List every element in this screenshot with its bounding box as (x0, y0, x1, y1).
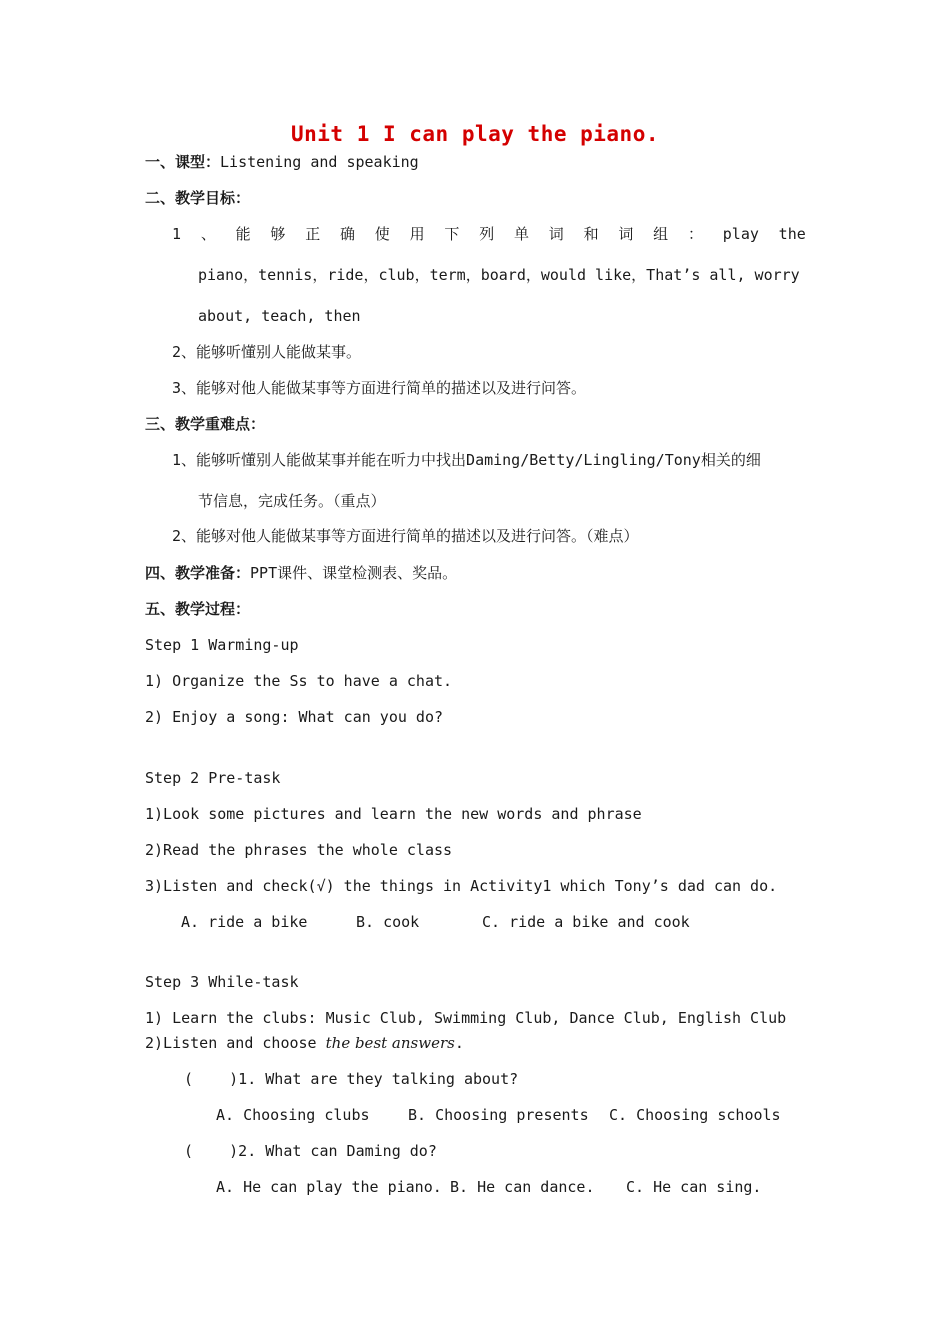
section-text: Listening and speaking (220, 153, 419, 171)
question-2-option-c: C. He can sing. (626, 1178, 762, 1196)
token: 组 (653, 225, 669, 243)
token: the (778, 225, 806, 243)
step3-item-2 (145, 1032, 464, 1054)
step3-item-2-italic: the best answers (325, 1034, 455, 1052)
question-2-option-a: A. He can play the piano. (216, 1178, 442, 1196)
section-process-heading: 五、教学过程： (145, 600, 251, 618)
question-1-option-b: B. Choosing presents (408, 1106, 589, 1124)
step3-heading: Step 3 While-task (145, 973, 299, 991)
objective-item-1-line-2: piano，tennis，ride，club，term，board，would like，That’s all, worry (198, 266, 800, 284)
section-lesson-type (145, 151, 419, 173)
token: 下 (444, 225, 460, 243)
key-point-item-1-line-2: 节信息，完成任务。（重点） (198, 492, 386, 510)
objective-item-1-line-1 (172, 223, 806, 245)
token: 、 (200, 225, 216, 243)
question-2: ( )2. What can Daming do? (184, 1142, 437, 1160)
step2-heading: Step 2 Pre-task (145, 769, 281, 787)
step2-item-1: 1)Look some pictures and learn the new words and phrase (145, 805, 642, 823)
section-objectives-heading: 二、教学目标： (145, 189, 251, 207)
step2-option-b: B. cook (356, 913, 420, 931)
step2-item-3: 3)Listen and check(√) the things in Activity1 which Tony’s dad can do. (145, 877, 778, 895)
token: 词 (618, 225, 634, 243)
question-1-option-a: A. Choosing clubs (216, 1106, 370, 1124)
token: 确 (340, 225, 356, 243)
step3-item-1: 1) Learn the clubs: Music Club, Swimming Club, Dance Club, English Club (145, 1009, 787, 1027)
section-key-points-heading: 三、教学重难点： (145, 415, 266, 433)
key-point-item-2: 2、能够对他人能做某事等方面进行简单的描述以及进行问答。（难点） (172, 527, 639, 545)
step2-option-c: C. ride a bike and cook (482, 913, 690, 931)
objective-item-2: 2、能够听懂别人能做某事。 (172, 343, 362, 361)
token: 单 (513, 225, 529, 243)
document-title: Unit 1 I can play the piano. (290, 122, 659, 146)
token: 列 (479, 225, 495, 243)
step1-heading: Step 1 Warming-up (145, 636, 299, 654)
token: 词 (548, 225, 564, 243)
token: 正 (305, 225, 321, 243)
section-label: 一、课型： (145, 153, 221, 171)
token: 能 (235, 225, 251, 243)
step1-item-1: 1) Organize the Ss to have a chat. (145, 672, 453, 690)
step1-item-2: 2) Enjoy a song: What can you do? (145, 708, 444, 726)
key-point-item-1-line-1: 1、能够听懂别人能做某事并能在听力中找出Daming/Betty/Lingling/Tony相关的细 (172, 451, 761, 469)
step2-option-a: A. ride a bike (181, 913, 308, 931)
step3-item-2-suffix: . (454, 1034, 464, 1052)
step2-item-2: 2)Read the phrases the whole class (145, 841, 453, 859)
token: 使 (374, 225, 390, 243)
objective-item-3: 3、能够对他人能做某事等方面进行简单的描述以及进行问答。 (172, 379, 587, 397)
section-preparation (145, 562, 457, 584)
question-2-option-b: B. He can dance. (450, 1178, 595, 1196)
section-text: PPT课件、课堂检测表、奖品。 (250, 564, 458, 582)
token: ： (687, 225, 703, 243)
question-1-option-c: C. Choosing schools (609, 1106, 781, 1124)
objective-item-1-line-3: about, teach, then (198, 307, 361, 325)
section-label: 四、教学准备： (145, 564, 251, 582)
question-1: ( )1. What are they talking about? (184, 1070, 519, 1088)
step3-item-2-prefix: 2)Listen and choose (145, 1034, 326, 1052)
token: play (722, 225, 759, 243)
token: 1 (172, 225, 182, 243)
token: 和 (583, 225, 599, 243)
token: 够 (270, 225, 286, 243)
token: 用 (409, 225, 425, 243)
